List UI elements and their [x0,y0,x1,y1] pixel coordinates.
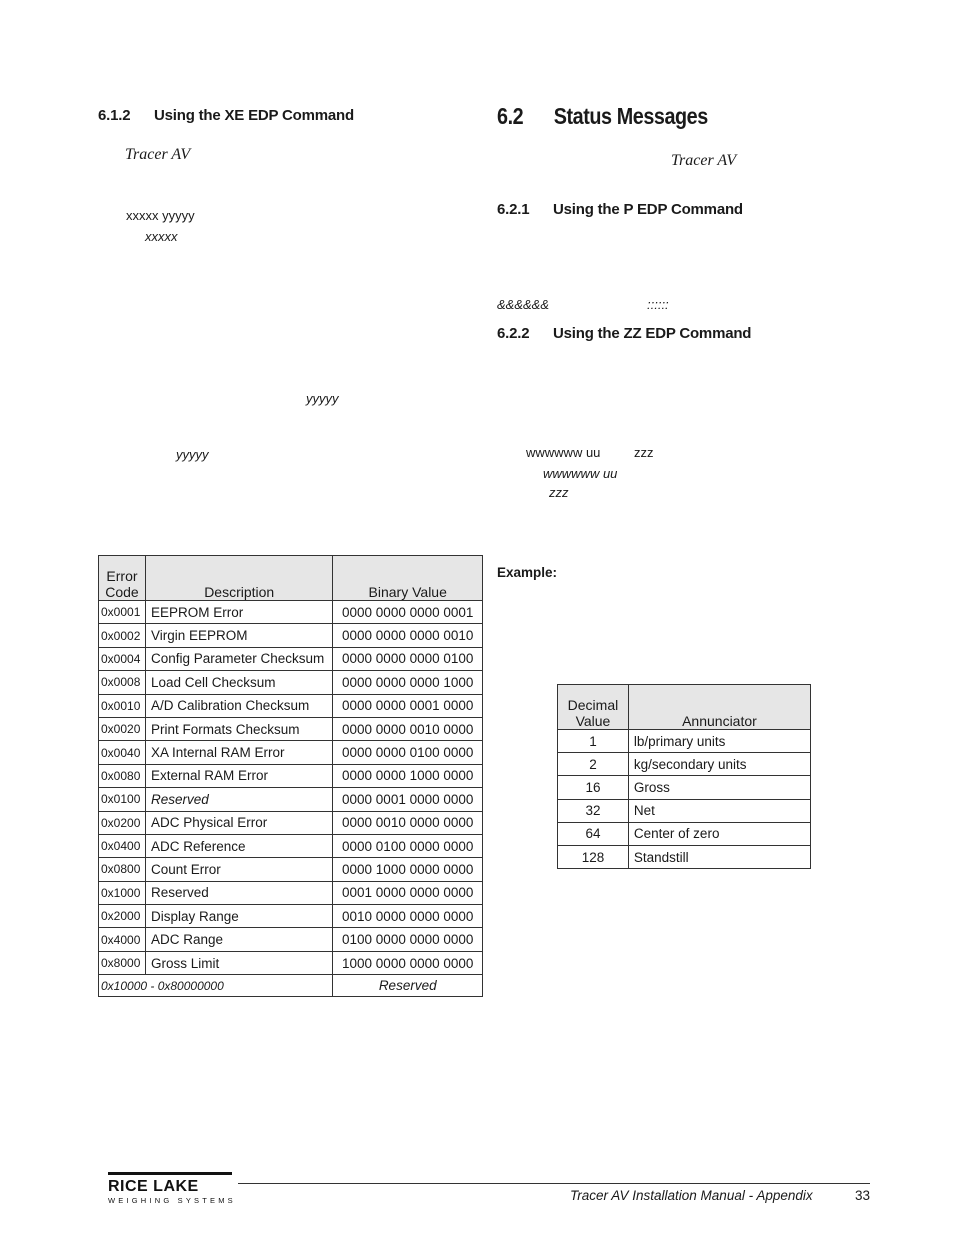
error-desc-cell: Load Cell Checksum [145,671,332,694]
error-desc-cell: External RAM Error [145,764,332,787]
table-row [99,764,483,787]
decimal-value-cell: 128 [558,845,629,868]
annunciator-cell: Gross [628,776,810,799]
table-row [558,845,811,868]
table-row [99,694,483,717]
error-desc-cell: A/D Calibration Checksum [145,694,332,717]
error-code-cell: 0x0100 [99,788,146,811]
binary-value-cell: 1000 0000 0000 0000 [333,951,483,974]
binary-value-cell: 0000 0000 0100 0000 [333,741,483,764]
error-code-cell: 0x0004 [99,647,146,670]
error-code-cell: 0x0008 [99,671,146,694]
error-desc-cell: Count Error [145,858,332,881]
error-desc-cell: ADC Reference [145,834,332,857]
table-row [99,741,483,764]
error-code-cell: 0x0800 [99,858,146,881]
table-row [99,834,483,857]
error-code-cell: 0x0080 [99,764,146,787]
error-desc-cell: XA Internal RAM Error [145,741,332,764]
tracer-text: Tracer AV [125,146,191,163]
footer-rule [238,1183,870,1184]
annunciator-cell: Center of zero [628,822,810,845]
binary-value-cell: 0000 0000 0001 0000 [333,694,483,717]
table-row [99,811,483,834]
error-desc-cell: Print Formats Checksum [145,717,332,740]
table-row [99,905,483,928]
binary-value-cell: 0000 0010 0000 0000 [333,811,483,834]
header-error-code: Error Code [99,556,146,601]
error-code-cell: 0x1000 [99,881,146,904]
decimal-value-cell: 32 [558,799,629,822]
example-label: Example: [497,565,558,580]
section-heading-6-1-2: 6.1.2 Using the XE EDP Command [98,107,354,124]
xe-response-format: xxxxx yyyyy [126,208,195,223]
table-row [99,928,483,951]
header-description: Description [145,556,332,601]
binary-value-cell: 0000 0000 0000 0001 [333,601,483,624]
zzz-label: zzz [549,485,569,500]
table-row [99,951,483,974]
colon-string: :::::: [647,297,669,312]
decimal-value-cell: 16 [558,776,629,799]
rice-lake-logo: RICE LAKE [108,1178,199,1195]
table-row [558,799,811,822]
error-desc-cell: ADC Physical Error [145,811,332,834]
annunciator-cell: Standstill [628,845,810,868]
yyyyy-label-1: yyyyy [306,391,339,406]
table-row [99,788,483,811]
binary-value-cell: 0000 0000 0000 0100 [333,647,483,670]
error-code-table [98,555,483,997]
table-row [558,776,811,799]
reserved-value-cell: Reserved [333,975,483,997]
logo-bar [108,1172,232,1175]
error-code-cell: 0x2000 [99,905,146,928]
annunciator-cell: Net [628,799,810,822]
table-row [558,730,811,753]
error-desc-cell: Display Range [145,905,332,928]
page-number: 33 [855,1188,871,1203]
table-row [99,601,483,624]
table-row [558,822,811,845]
decimal-value-cell: 2 [558,753,629,776]
annunciator-cell: lb/primary units [628,730,810,753]
binary-value-cell: 0000 0000 1000 0000 [333,764,483,787]
binary-value-cell: 0001 0000 0000 0000 [333,881,483,904]
table-row [99,717,483,740]
error-desc-cell: Reserved [145,788,332,811]
table-row [99,647,483,670]
tracer-text-right: Tracer AV [671,152,737,169]
binary-value-cell: 0000 0001 0000 0000 [333,788,483,811]
table-row [99,858,483,881]
decimal-value-cell: 64 [558,822,629,845]
binary-value-cell: 0000 0000 0010 0000 [333,717,483,740]
binary-value-cell: 0000 1000 0000 0000 [333,858,483,881]
table-row [99,881,483,904]
section-heading-6-2-2: 6.2.2 Using the ZZ EDP Command [497,325,752,342]
logo-subtitle: WEIGHING SYSTEMS [108,1196,236,1205]
table-row [99,671,483,694]
error-desc-cell: Config Parameter Checksum [145,647,332,670]
zz-response-zzz: zzz [634,445,654,460]
error-desc-cell: Virgin EEPROM [145,624,332,647]
error-desc-cell: ADC Range [145,928,332,951]
ampersand-string: &&&&&& [497,297,550,312]
zz-response-format: wwwwww uu [526,445,601,460]
error-code-cell: 0x0001 [99,601,146,624]
error-code-cell: 0x0040 [99,741,146,764]
error-code-cell: 0x0002 [99,624,146,647]
binary-value-cell: 0000 0100 0000 0000 [333,834,483,857]
decimal-value-cell: 1 [558,730,629,753]
reserved-range-cell: 0x10000 - 0x80000000 [99,975,333,997]
binary-value-cell: 0000 0000 0000 0010 [333,624,483,647]
xxxxx-label: xxxxx [145,229,178,244]
binary-value-cell: 0000 0000 0000 1000 [333,671,483,694]
error-desc-cell: EEPROM Error [145,601,332,624]
header-binary-value: Binary Value [333,556,483,601]
section-heading-6-2: 6.2 Status Messages [497,103,708,129]
error-code-cell: 0x0020 [99,717,146,740]
table-row [558,753,811,776]
section-heading-6-2-1: 6.2.1 Using the P EDP Command [497,201,743,218]
header-decimal-value: Decimal Value [558,685,629,730]
error-desc-cell: Reserved [145,881,332,904]
error-code-cell: 0x8000 [99,951,146,974]
binary-value-cell: 0010 0000 0000 0000 [333,905,483,928]
annunciator-cell: kg/secondary units [628,753,810,776]
error-code-cell: 0x4000 [99,928,146,951]
binary-value-cell: 0100 0000 0000 0000 [333,928,483,951]
wwwwww-uu-label: wwwwww uu [543,466,618,481]
header-annunciator: Annunciator [628,685,810,730]
footer-doc-title: Tracer AV Installation Manual - Appendix [570,1188,813,1203]
error-code-cell: 0x0010 [99,694,146,717]
table-row-reserved-range [99,975,483,997]
yyyyy-label-2: yyyyy [176,447,209,462]
error-code-cell: 0x0400 [99,834,146,857]
error-desc-cell: Gross Limit [145,951,332,974]
annunciator-table [557,684,811,869]
table-row [99,624,483,647]
error-code-cell: 0x0200 [99,811,146,834]
